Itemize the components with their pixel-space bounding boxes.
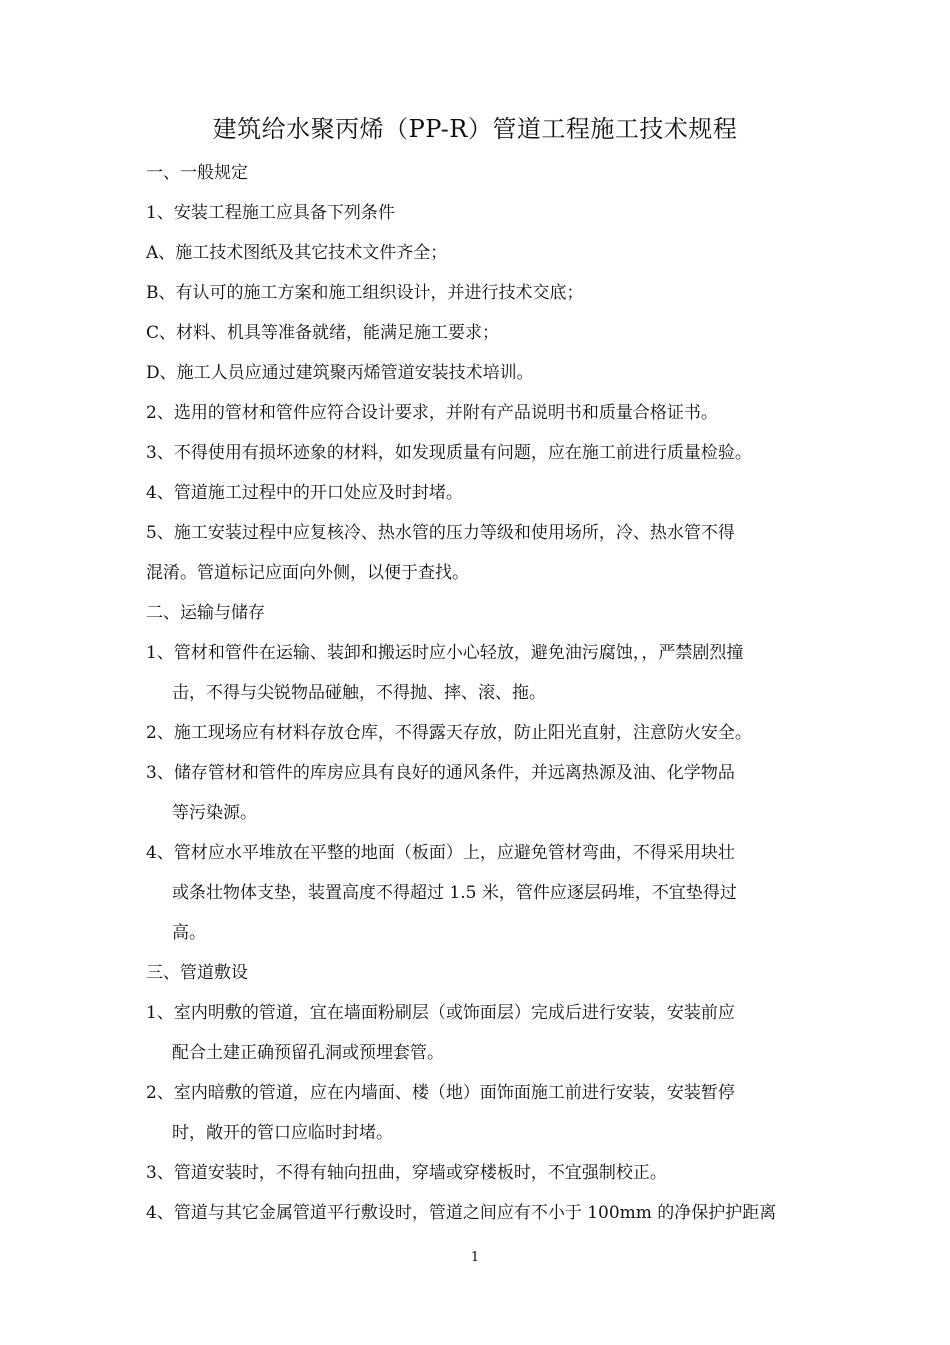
text-line: 2、施工现场应有材料存放仓库，不得露天存放，防止阳光直射，注意防火安全。	[146, 723, 752, 743]
text-line: 3、不得使用有损坏迹象的材料，如发现质量有问题，应在施工前进行质量检验。	[146, 443, 752, 463]
text-line: 1、管材和管件在运输、装卸和搬运时应小心轻放，避免油污腐蚀，，严禁剧烈撞	[146, 643, 744, 663]
text-line: A、施工技术图纸及其它技术文件齐全；	[146, 243, 448, 263]
text-line: D、施工人员应通过建筑聚丙烯管道安装技术培训。	[146, 363, 534, 383]
text-line: 5、施工安装过程中应复核冷、热水管的压力等级和使用场所，冷、热水管不得	[146, 523, 735, 543]
text-line: 3、管道安装时，不得有轴向扭曲，穿墙或穿楼板时，不宜强制校正。	[146, 1163, 667, 1183]
text-line: 4、管道与其它金属管道平行敷设时，管道之间应有不小于 100mm 的净保护护距离	[146, 1203, 777, 1223]
text-line: 4、管材应水平堆放在平整的地面（板面）上，应避免管材弯曲，不得采用块壮	[146, 843, 735, 863]
document-body	[146, 156, 814, 1236]
text-line: 配合土建正确预留孔洞或预埋套管。	[172, 1043, 444, 1063]
text-line: 高。	[172, 923, 206, 943]
text-line: C、材料、机具等准备就绪，能满足施工要求；	[146, 323, 500, 343]
text-line: 三、管道敷设	[146, 963, 248, 983]
page-number: 1	[470, 1250, 480, 1265]
text-line: 或条壮物体支垫，装置高度不得超过 1.5 米，管件应逐层码堆，不宜垫得过	[172, 883, 737, 903]
text-line: 2、选用的管材和管件应符合设计要求，并附有产品说明书和质量合格证书。	[146, 403, 718, 423]
text-line: 一、一般规定	[146, 163, 248, 183]
text-line: 击，不得与尖锐物品碰触，不得抛、摔、滚、拖。	[172, 683, 546, 703]
text-line: B、有认可的施工方案和施工组织设计，并进行技术交底；	[146, 283, 584, 303]
text-line: 3、储存管材和管件的库房应具有良好的通风条件，并远离热源及油、化学物品	[146, 763, 735, 783]
text-line: 2、室内暗敷的管道，应在内墙面、楼（地）面饰面施工前进行安装，安装暂停	[146, 1083, 735, 1103]
text-line: 混淆。管道标记应面向外侧，以便于查找。	[146, 563, 469, 583]
text-line: 时，敞开的管口应临时封堵。	[172, 1123, 393, 1143]
text-line: 1、室内明敷的管道，宜在墙面粉刷层（或饰面层）完成后进行安装，安装前应	[146, 1003, 735, 1023]
text-line: 二、运输与储存	[146, 603, 265, 623]
text-line: 4、管道施工过程中的开口处应及时封堵。	[146, 483, 463, 503]
text-line: 等污染源。	[172, 803, 257, 823]
document-title: 建筑给水聚丙烯（PP-R）管道工程施工技术规程	[212, 115, 738, 143]
text-line: 1、安装工程施工应具备下列条件	[146, 203, 395, 223]
